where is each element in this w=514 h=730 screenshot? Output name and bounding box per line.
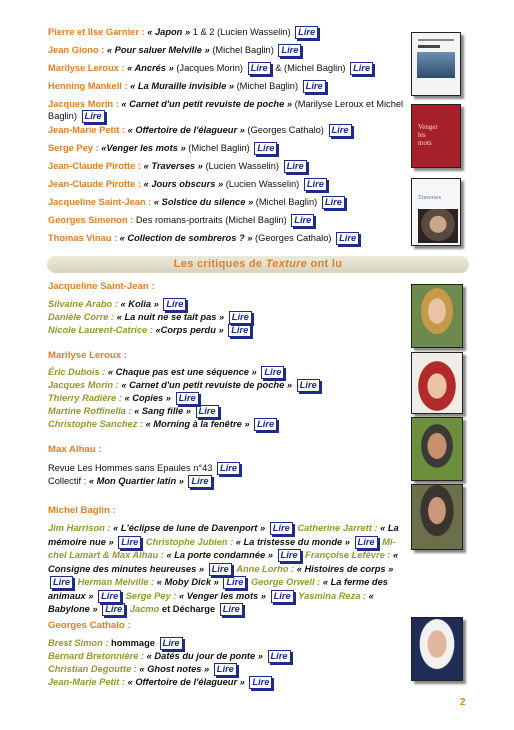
entry-garnier: Pierre et Ilse Garnier : « Japon » 1 & 2 (Lucien Wasselin) Lire <box>48 26 320 39</box>
lire-link[interactable]: Lire <box>254 142 277 155</box>
entry-petit: Jean-Marie Petit : « Offertoire de l'élagueur » (Georges Cathalo) Lire <box>48 124 354 137</box>
list-item: Christian Degoutte : « Ghost notes » Lire <box>48 663 239 676</box>
entry-vinau: Thomas Vinau : « Collection de sombreros ? » (Georges Cathalo) Lire <box>48 232 361 245</box>
lire-link[interactable]: Lire <box>228 324 251 337</box>
lire-link[interactable]: Lire <box>355 536 378 549</box>
section-banner: Les critiques de Texture ont lu <box>47 256 469 273</box>
entry-pey: Serge Pey : «Venger les mots » (Michel Baglin) Lire <box>48 142 279 155</box>
lire-link[interactable]: Lire <box>50 576 73 589</box>
lire-link[interactable]: Lire <box>291 214 314 227</box>
list-item: Revue Les Hommes sans Epaules n°43 Lire <box>48 462 242 475</box>
lire-link[interactable]: Lire <box>176 392 199 405</box>
list-item: Collectif : « Mon Quartier latin » Lire <box>48 475 214 488</box>
lire-link[interactable]: Lire <box>217 462 240 475</box>
lire-link[interactable]: Lire <box>278 44 301 57</box>
list-item: Danièle Corre : « La nuit ne se tait pas » Lire <box>48 311 254 324</box>
lire-link[interactable]: Lire <box>209 563 232 576</box>
book-cover-traverses: Traverses <box>411 178 461 246</box>
lire-link[interactable]: Lire <box>248 62 271 75</box>
list-item: Brest Simon : hommage Lire <box>48 637 185 650</box>
list-item: Jean-Marie Petit : « Offertoire de l'élagueur » Lire <box>48 676 274 689</box>
lire-link[interactable]: Lire <box>329 124 352 137</box>
lire-link[interactable]: Lire <box>220 603 243 616</box>
lire-link[interactable]: Lire <box>98 590 121 603</box>
entry-pirotte-2: Jean-Claude Pirotte : « Jours obscurs » (Lucien Wasselin) Lire <box>48 178 329 191</box>
lire-link[interactable]: Lire <box>229 311 252 324</box>
portrait-baglin <box>411 484 463 550</box>
lire-link[interactable]: Lire <box>188 475 211 488</box>
lire-link[interactable]: Lire <box>350 62 373 75</box>
portrait-cathalo <box>411 617 463 681</box>
lire-link[interactable]: Lire <box>336 232 359 245</box>
lire-link[interactable]: Lire <box>118 536 141 549</box>
book-cover-venger-les-mots: Venger les mots <box>411 104 461 168</box>
lire-link[interactable]: Lire <box>271 590 294 603</box>
lire-link[interactable]: Lire <box>295 26 318 39</box>
lire-link[interactable]: Lire <box>254 418 277 431</box>
entry-giono: Jean Giono : « Pour saluer Melville » (Michel Baglin) Lire <box>48 44 303 57</box>
entry-pirotte-1: Jean-Claude Pirotte : « Traverses » (Lucien Wasselin) Lire <box>48 160 309 173</box>
lire-link[interactable]: Lire <box>261 366 284 379</box>
entry-mankell: Henning Mankell : « La Muraille invisible » (Michel Baglin) Lire <box>48 80 328 93</box>
book-cover-ancres <box>411 32 461 96</box>
list-item: Christophe Sanchez : « Morning à la fenêtre » Lire <box>48 418 279 431</box>
entry-saint-jean: Jacqueline Saint-Jean : « Solstice du silence » (Michel Baglin) Lire <box>48 196 347 209</box>
lire-link[interactable]: Lire <box>82 110 105 123</box>
portrait-alhau <box>411 417 463 481</box>
list-item: Silvaine Arabo : « Kolia » Lire <box>48 298 188 311</box>
lire-link[interactable]: Lire <box>196 405 219 418</box>
page-number: 2 <box>460 697 466 708</box>
list-item: Martine Roffinella : « Sang fille » Lire <box>48 405 221 418</box>
portrait-saint-jean <box>411 284 463 348</box>
lire-link[interactable]: Lire <box>322 196 345 209</box>
lire-link[interactable]: Lire <box>214 663 237 676</box>
list-item: Nicole Laurent-Catrice : «Corps perdu » Lire <box>48 324 253 337</box>
lire-link[interactable]: Lire <box>297 379 320 392</box>
lire-link[interactable]: Lire <box>102 603 125 616</box>
lire-link[interactable]: Lire <box>223 576 246 589</box>
portrait-leroux <box>411 352 463 414</box>
lire-link[interactable]: Lire <box>249 676 272 689</box>
lire-link[interactable]: Lire <box>278 549 301 562</box>
list-item: Thierry Radière : « Copies » Lire <box>48 392 201 405</box>
entry-simenon: Georges Simenon : Des romans-portraits (Michel Baglin) Lire <box>48 214 316 227</box>
entry-morin: Jacques Morin : « Carnet d'un petit revuiste de poche » (Marilyse Leroux et Michel Baglin) Lire <box>48 99 404 121</box>
entry-leroux: Marilyse Leroux : « Ancrés » (Jacques Morin) Lire & (Michel Baglin) Lire <box>48 62 375 75</box>
critic-name-alhau: Max Alhau : <box>48 444 102 455</box>
lire-link[interactable]: Lire <box>160 637 183 650</box>
list-item: Jacques Morin : « Carnet d'un petit revuiste de poche » Lire <box>48 379 322 392</box>
lire-link[interactable]: Lire <box>284 160 307 173</box>
lire-link[interactable]: Lire <box>303 80 326 93</box>
baglin-paragraph: Jim Harrison : « L'éclipse de lune de Davenport » Lire Catherine Jarrett : « La mémoire nue » Lire Christophe Jubien : « La tristesse du monde » Lire Mi-chel Lamart & Max Alhau : « La porte condamnée » Lire Françoise Lefèvre : « Consigne des minutes heureuses » Lire Anne Lorho : « Histoires de corps » Lire Herman Melville : « Moby Dick » Lire George Orwell : « La ferme des animaux » Lire Serge Pey : « Venger les mots » Lire Yasmina Reza : « Babylone » Lire Jacmo et Décharge Lire <box>48 523 399 614</box>
lire-link[interactable]: Lire <box>163 298 186 311</box>
lire-link[interactable]: Lire <box>304 178 327 191</box>
lire-link[interactable]: Lire <box>270 522 293 535</box>
critic-name-cathalo: Georges Cathalo : <box>48 620 131 631</box>
critic-name-baglin: Michel Baglin : <box>48 505 116 516</box>
lire-link[interactable]: Lire <box>268 650 291 663</box>
list-item: Éric Dubois : « Chaque pas est une séquence » Lire <box>48 366 286 379</box>
list-item: Bernard Bretonnière : « Datés du jour de ponte » Lire <box>48 650 293 663</box>
critic-name-saint-jean: Jacqueline Saint-Jean : <box>48 281 155 292</box>
critic-name-leroux: Marilyse Leroux : <box>48 350 127 361</box>
